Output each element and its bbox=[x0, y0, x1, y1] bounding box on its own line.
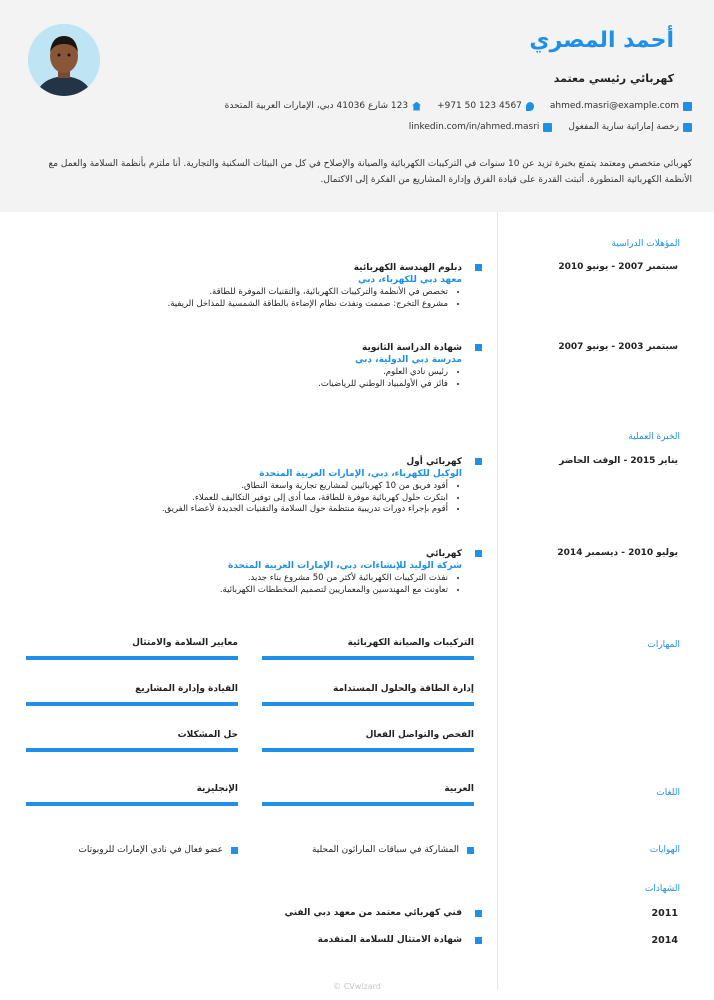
certificate-name: شهادة الامتثال للسلامة المتقدمة bbox=[317, 935, 462, 945]
linkedin-text[interactable]: linkedin.com/in/ahmed.masri bbox=[408, 122, 540, 132]
skill-item bbox=[262, 730, 474, 752]
square-bullet-icon bbox=[231, 847, 238, 854]
email-icon bbox=[683, 102, 692, 111]
list-item: • أقوم بإجراء دورات تدريبية منتظمة حول السلامة والتقنيات الجديدة لأعضاء الفريق. bbox=[42, 504, 448, 516]
entry-organization: الوكيل للكهرباء، دبي، الإمارات العربية المتحدة bbox=[259, 469, 462, 479]
list-item: • تعاونت مع المهندسين والمعماريين لتصميم المخططات الكهربائية. bbox=[42, 585, 448, 597]
entry-title: كهربائي أول bbox=[406, 457, 462, 467]
skill-name: القيادة وإدارة المشاريع bbox=[135, 684, 238, 694]
square-bullet-icon bbox=[475, 264, 482, 271]
list-item: • تخصص في الأنظمة والتركيبات الكهربائية، والتقنيات الموفرة للطاقة. bbox=[42, 287, 448, 299]
square-bullet-icon bbox=[467, 847, 474, 854]
address-text: 123 شارع 41036 دبي، الإمارات العربية المتحدة bbox=[224, 101, 409, 111]
skill-item bbox=[26, 730, 238, 752]
skill-bar bbox=[26, 748, 238, 752]
profile-summary: كهربائي متخصص ومعتمد يتمتع بخبرة تزيد عن 10 سنوات في التركيبات الكهربائية والصيانة والإصلاح في كل من البيئات السكنية والتجارية. أنا ملتزم بأنظمة السلامة والعمل مع الأنظمة الكهربائية المتطورة. أثبتت القدرة على قيادة الفرق وإدارة المشاريع من الفكرة إلى الاكتمال. bbox=[48, 159, 692, 185]
section-title-experience: الخبرة العملية bbox=[628, 432, 680, 442]
entry-organization: مدرسة دبي الدولية، دبي bbox=[354, 355, 462, 365]
language-bar bbox=[26, 802, 238, 806]
linkedin-icon bbox=[543, 123, 552, 132]
footer-watermark: CVwizard © bbox=[333, 982, 381, 991]
entry-content bbox=[42, 342, 462, 390]
skill-name: الفحص والتواصل الفعال bbox=[365, 730, 474, 740]
skill-name: إدارة الطاقة والحلول المستدامة bbox=[333, 684, 474, 694]
skill-name: معايير السلامة والامتثال bbox=[132, 638, 238, 648]
full-name: أحمد المصري bbox=[529, 28, 674, 53]
entry-dates: سبتمبر 2007 - يونيو 2010 bbox=[558, 262, 678, 272]
entry-bullets bbox=[42, 367, 462, 390]
list-item: • فائز في الأولمبياد الوطني للرياضيات. bbox=[42, 379, 448, 391]
section-title-education: المؤهلات الدراسية bbox=[611, 239, 680, 249]
home-icon bbox=[412, 102, 421, 111]
address-item bbox=[225, 101, 421, 111]
skill-bar bbox=[262, 702, 474, 706]
language-item bbox=[262, 784, 474, 806]
license-icon bbox=[683, 123, 692, 132]
contact-row-2 bbox=[409, 122, 692, 132]
certificate-entry bbox=[22, 935, 692, 949]
list-item: • ابتكرت حلول كهربائية موفرة للطاقة، مما أدى إلى توفير التكاليف للعملاء. bbox=[42, 493, 448, 505]
skill-item bbox=[26, 638, 238, 660]
entry-dates: يناير 2015 - الوقت الحاضر bbox=[559, 456, 678, 466]
job-title: كهربائي رئيسي معتمد bbox=[553, 72, 674, 85]
hobby-item bbox=[78, 845, 238, 855]
certificate-entry bbox=[22, 908, 692, 922]
license-text: رخصة إماراتية سارية المفعول bbox=[568, 122, 679, 132]
entry-title: دبلوم الهندسة الكهربائية bbox=[353, 263, 462, 273]
section-title-languages: اللغات bbox=[656, 788, 680, 798]
skill-name: حل المشكلات bbox=[177, 730, 238, 740]
license-item bbox=[568, 122, 692, 132]
language-item bbox=[26, 784, 238, 806]
list-item: • رئيس نادي العلوم. bbox=[42, 367, 448, 379]
phone-text[interactable]: +971 50 123 4567 bbox=[437, 101, 522, 111]
phone-icon bbox=[526, 102, 534, 111]
entry-bullets bbox=[42, 481, 462, 516]
cv-header bbox=[0, 0, 714, 212]
phone-item[interactable] bbox=[437, 101, 534, 111]
contact-row-1 bbox=[225, 101, 692, 111]
certificate-name: فني كهربائي معتمد من معهد دبي الفني bbox=[284, 908, 462, 918]
skill-name: التركيبات والصيانة الكهربائية bbox=[347, 638, 474, 648]
certificate-year: 2014 bbox=[651, 935, 678, 946]
section-title-hobbies: الهوايات bbox=[649, 845, 680, 855]
linkedin-item[interactable] bbox=[409, 122, 553, 132]
entry-dates: يوليو 2010 - ديسمبر 2014 bbox=[557, 548, 678, 558]
hobby-text: المشاركة في سباقات الماراثون المحلية bbox=[311, 845, 459, 855]
square-bullet-icon bbox=[475, 344, 482, 351]
entry-content bbox=[42, 548, 462, 596]
entry-bullets bbox=[42, 287, 462, 310]
hobby-text: عضو فعال في نادي الإمارات للروبوتات bbox=[78, 845, 223, 855]
entry-organization: شركة الوليد للإنشاءات، دبي، الإمارات العربية المتحدة bbox=[228, 561, 462, 571]
entry-bullets bbox=[42, 573, 462, 596]
hobby-item bbox=[312, 845, 474, 855]
column-divider bbox=[497, 212, 498, 990]
language-bar bbox=[262, 802, 474, 806]
square-bullet-icon bbox=[475, 550, 482, 557]
skill-item bbox=[26, 684, 238, 706]
skill-bar bbox=[26, 656, 238, 660]
language-name: العربية bbox=[444, 784, 474, 794]
entry-organization: معهد دبي للكهرباء، دبي bbox=[357, 275, 462, 285]
skill-bar bbox=[262, 748, 474, 752]
entry-content bbox=[42, 262, 462, 310]
list-item: • أقود فريق من 10 كهربائيين لمشاريع تجارية واسعة النطاق. bbox=[42, 481, 448, 493]
skill-bar bbox=[26, 702, 238, 706]
skill-item bbox=[262, 638, 474, 660]
entry-content bbox=[42, 456, 462, 516]
list-item: • مشروع التخرج: صممت ونفذت نظام الإضاءة بالطاقة الشمسية للمداخل الريفية. bbox=[42, 299, 448, 311]
square-bullet-icon bbox=[475, 937, 482, 944]
entry-dates: سبتمبر 2003 - يونيو 2007 bbox=[558, 342, 678, 352]
section-title-certificates: الشهادات bbox=[644, 884, 680, 894]
skill-item bbox=[262, 684, 474, 706]
list-item: • نفذت التركيبات الكهربائية لأكثر من 50 مشروع بناء جديد. bbox=[42, 573, 448, 585]
entry-title: شهادة الدراسة الثانوية bbox=[362, 343, 462, 353]
section-title-skills: المهارات bbox=[647, 640, 680, 650]
language-name: الإنجليزية bbox=[196, 784, 238, 794]
skill-bar bbox=[262, 656, 474, 660]
email-text[interactable]: ahmed.masri@example.com bbox=[549, 101, 679, 111]
email-item[interactable] bbox=[550, 101, 692, 111]
square-bullet-icon bbox=[475, 458, 482, 465]
entry-title: كهربائي bbox=[425, 549, 462, 559]
square-bullet-icon bbox=[475, 910, 482, 917]
certificate-year: 2011 bbox=[651, 908, 678, 919]
profile-photo bbox=[28, 24, 100, 96]
